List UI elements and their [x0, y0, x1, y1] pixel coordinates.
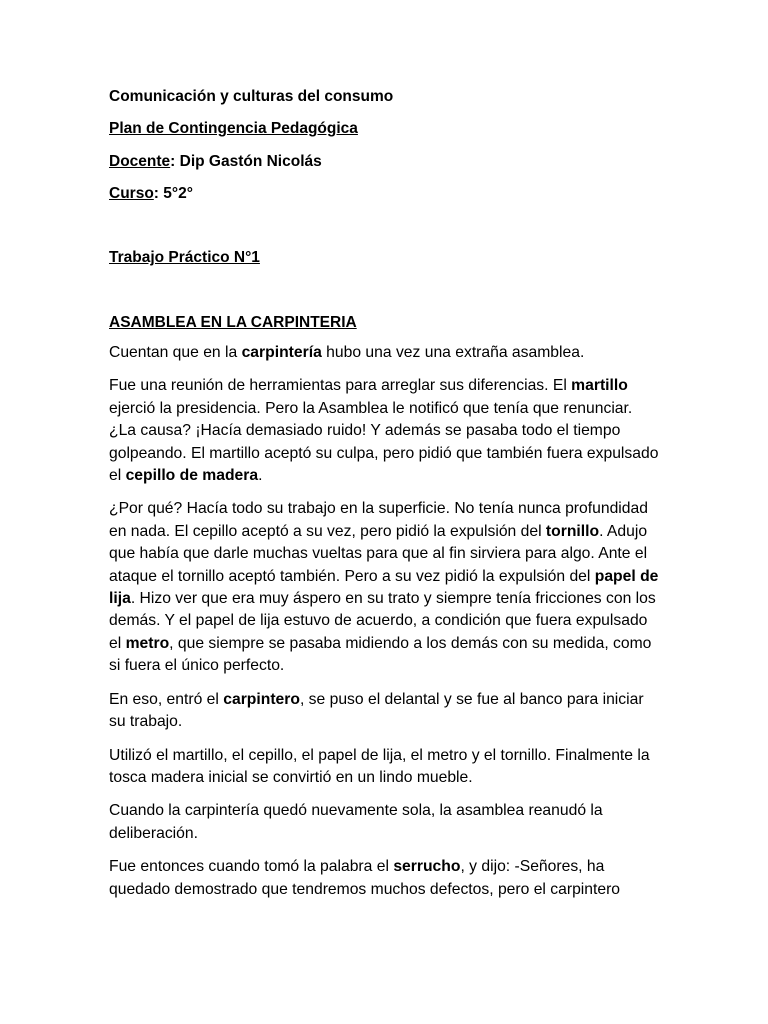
bold-text: carpintero	[223, 690, 300, 708]
paragraph-text: Utilizó el martillo, el cepillo, el papel de lija, el metro y el tornillo. Finalmente la tosca madera inicial se convirtió en un lindo mueble.	[109, 746, 650, 786]
paragraph	[109, 689, 661, 734]
paragraph-text: , se puso el delantal y se fue al banco para iniciar su trabajo.	[109, 690, 644, 731]
story-body	[109, 342, 661, 912]
bold-text: tornillo	[545, 522, 600, 540]
paragraph-text: Fue entonces cuando tomó la palabra el	[109, 858, 394, 876]
bold-text: cepillo de madera	[125, 467, 259, 485]
bold-text: papel de lija	[109, 567, 659, 608]
paragraph	[109, 745, 661, 790]
grade-label: Curso	[109, 185, 154, 202]
paragraph	[109, 856, 661, 901]
paragraph-text: Cuando la carpintería quedó nuevamente sola, la asamblea reanudó la deliberación.	[109, 802, 603, 842]
grade-line	[109, 184, 193, 204]
paragraph-text: , que siempre se pasaba midiendo a los demás con su medida, como si fuera el único perfecto.	[109, 634, 652, 675]
paragraph-text: En eso, entró el	[109, 690, 224, 708]
assignment-title: Trabajo Práctico N°1	[109, 249, 260, 266]
story-title: ASAMBLEA EN LA CARPINTERIA	[109, 314, 357, 331]
paragraph	[109, 800, 661, 845]
paragraph-text: . Hizo ver que era muy áspero en su trato y siempre tenía fricciones con los demás. Y el papel de lija estuvo de acuerdo, a condición que fuera expulsado el	[109, 590, 656, 652]
course-title: Comunicación y culturas del consumo	[109, 88, 394, 105]
teacher-label: Docente	[109, 153, 171, 170]
paragraph-text: ¿Por qué? Hacía todo su trabajo en la superficie. No tenía nunca profundidad en nada. El cepillo aceptó a su vez, pero pidió la expulsión del	[109, 500, 648, 540]
paragraph-text: .	[258, 467, 263, 485]
grade-value: : 5°2°	[153, 185, 193, 202]
bold-text: metro	[125, 634, 170, 652]
paragraph	[109, 342, 661, 364]
plan-title: Plan de Contingencia Pedagógica	[109, 120, 358, 137]
paragraph-text: Fue una reunión de herramientas para arreglar sus diferencias. El	[109, 377, 572, 395]
bold-text: carpintería	[241, 344, 322, 361]
paragraph-text: . Adujo que había que darle muchas vueltas para que al fin sirviera para algo. Ante el ataque el tornillo aceptó también. Pero a su vez pidió la expulsión del	[109, 522, 648, 585]
paragraph-text: Cuentan que en la	[109, 344, 242, 361]
paragraph-text: , y dijo: -Señores, ha quedado demostrado que tendremos muchos defectos, pero el carpintero	[109, 858, 621, 898]
paragraph	[109, 375, 661, 487]
bold-text: serrucho	[393, 858, 461, 876]
teacher-name: : Dip Gastón Nicolás	[170, 153, 322, 170]
paragraph	[109, 498, 661, 677]
teacher-line	[109, 152, 322, 172]
paragraph-text: hubo una vez una extraña asamblea.	[321, 344, 585, 361]
bold-text: martillo	[571, 377, 628, 395]
paragraph-text: ejerció la presidencia. Pero la Asamblea le notificó que tenía que renunciar. ¿La causa? ¡Hacía demasiado ruido! Y además se pasaba todo el tiempo golpeando. El martillo aceptó su culpa, pero pidió que también fuera expulsado el	[109, 399, 659, 485]
